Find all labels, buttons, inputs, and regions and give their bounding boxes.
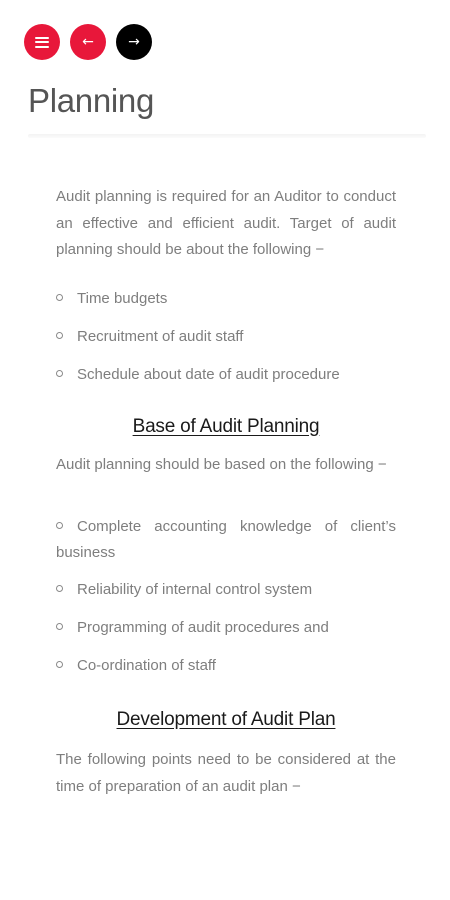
list-item: Time budgets [56,286,396,312]
development-paragraph: The following points need to be considered at the time of preparation of an audit plan − [56,751,396,795]
base-list [56,514,396,679]
list-item: Schedule about date of audit procedure [56,362,396,388]
page-title: Planning [28,82,155,119]
list-item: Co-ordination of staff [56,653,396,679]
bullet-icon [56,522,63,529]
forward-button[interactable] [116,24,152,60]
base-paragraph: Audit planning should be based on the following − [56,455,387,473]
bullet-icon [56,370,63,377]
list-item: Reliability of internal control system [56,577,396,603]
article-content [56,184,396,800]
intro-list [56,286,396,388]
menu-icon [35,37,49,48]
arrow-right-icon: → [128,34,140,50]
bullet-icon [56,294,63,301]
title-divider [28,134,426,138]
back-button[interactable] [70,24,106,60]
bullet-icon [56,623,63,630]
bullet-icon [56,585,63,592]
bullet-icon [56,661,63,668]
bullet-icon [56,332,63,339]
menu-button[interactable] [24,24,60,60]
list-item: Recruitment of audit staff [56,324,396,350]
intro-paragraph: Audit planning is required for an Auditor to conduct an effective and efficient audit. Target of audit planning should be about the following − [56,188,396,258]
list-item: Programming of audit procedures and [56,615,396,641]
top-toolbar [24,24,152,60]
section-heading-base: Base of Audit Planning [132,415,320,437]
arrow-left-icon: ← [82,34,94,50]
list-item: Complete accounting knowledge of client’s business [56,518,396,561]
section-heading-development: Development of Audit Plan [116,709,336,730]
